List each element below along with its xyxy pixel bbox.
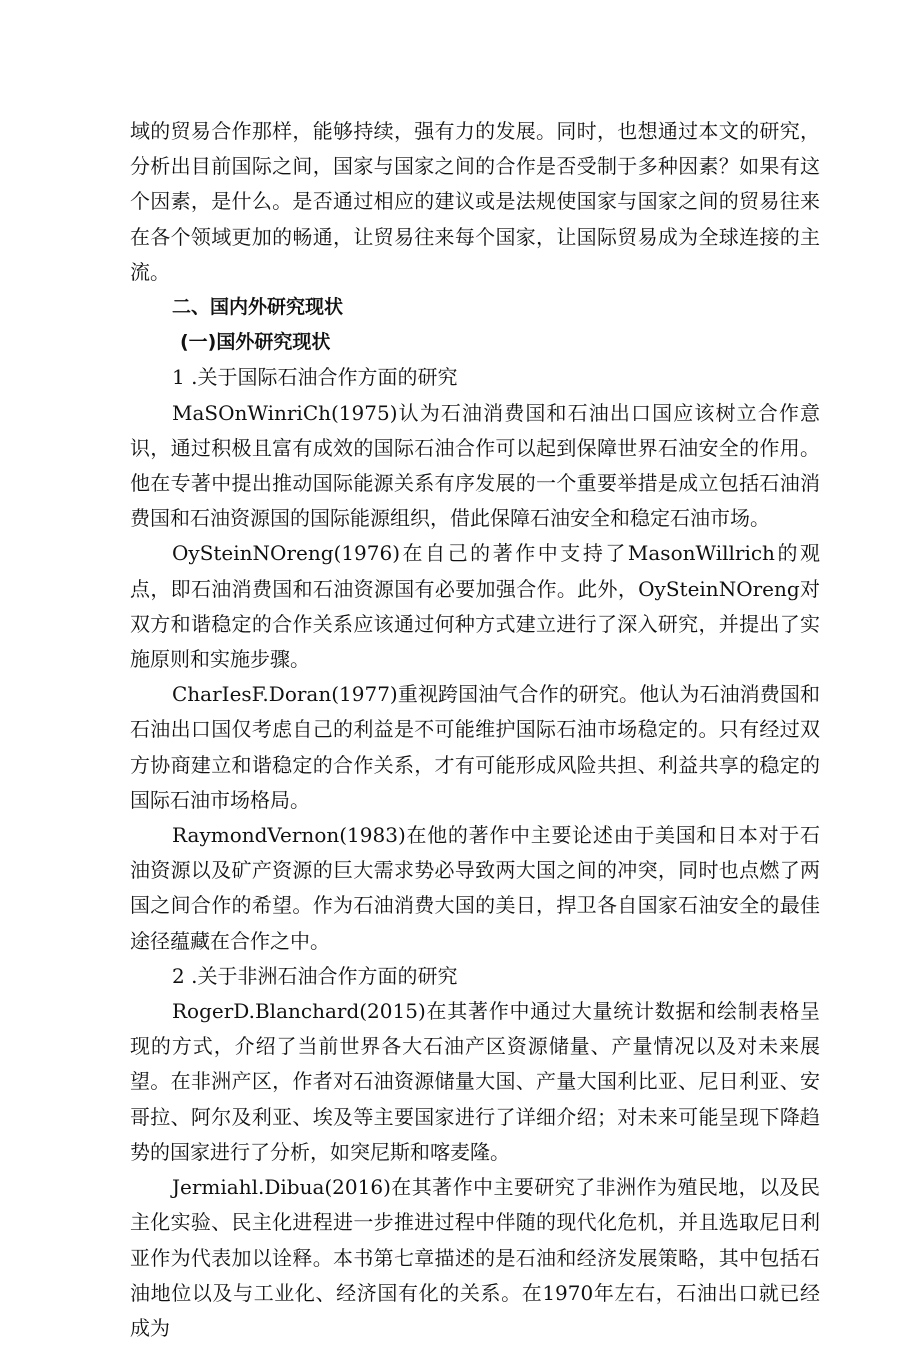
paragraph-blanchard: RogerD.Blanchard(2015)在其著作中通过大量统计数据和绘制表格呈现的方式，介绍了当前世界各大石油产区资源储量、产量情况以及对未来展望。在非洲产区，作者对石油资源储量大国、产量大国利比亚、尼日利亚、安哥拉、阿尔及利亚、埃及等主要国家进行了详细介绍；对未来可能呈现下降趋势的国家进行了分析，如突尼斯和喀麦隆。 (130, 999, 820, 1164)
paragraph-vernon: RaymondVernon(1983)在他的著作中主要论述由于美国和日本对于石油资源以及矿产资源的巨大需求势必导致两大国之间的冲突，同时也点燃了两国之间合作的希望。作为石油消费大国的美日，捍卫各自国家石油安全的最佳途径蕴藏在合作之中。 (130, 823, 820, 953)
item1-title: 1 .关于国际石油合作方面的研究 (172, 365, 458, 390)
item2-title: 2 .关于非洲石油合作方面的研究 (172, 963, 458, 988)
paragraph-willrich: MaSOnWinriCh(1975)认为石油消费国和石油出口国应该树立合作意识，通过积极且富有成效的国际石油合作可以起到保障世界石油安全的作用。他在专著中提出推动国际能源关系有序发展的一个重要举措是成立包括石油消费国和石油资源国的国际能源组织，借此保障石油安全和稳定石油市场。 (130, 400, 820, 531)
subsection-heading: (一)国外研究现状 (180, 331, 331, 354)
section-heading: 二、国内外研究现状 (172, 296, 344, 319)
paragraph-doran: CharIesF.Doran(1977)重视跨国油气合作的研究。他认为石油消费国和石油出口国仅考虑自己的利益是不可能维护国际石油市场稳定的。只有经过双方协商建立和谐稳定的合作关系，才有可能形成风险共担、利益共享的稳定的国际石油市场格局。 (130, 682, 820, 812)
paragraph-noreng: OySteinNOreng(1976)在自己的著作中支持了MasonWillrich的观点，即石油消费国和石油资源国有必要加强合作。此外，OySteinNOreng对双方和谐稳定的合作关系应该通过何种方式建立进行了深入研究，并提出了实施原则和实施步骤。 (130, 541, 820, 672)
paragraph-dibua: Jermiahl.Dibua(2016)在其著作中主要研究了非洲作为殖民地，以及民主化实验、民主化进程进一步推进过程中伴随的现代化危机，并且选取尼日利亚作为代表加以诠释。本书第七章描述的是石油和经济发展策略，其中包括石油地位以及与工业化、经济国有化的关系。在1970年左右，石油出口就已经成为 (130, 1175, 820, 1340)
document-page (130, 114, 820, 1346)
intro-paragraph: 域的贸易合作那样，能够持续，强有力的发展。同时，也想通过本文的研究，分析出目前国际之间，国家与国家之间的合作是否受制于多种因素？如果有这个因素，是什么。是否通过相应的建议或是法规使国家与国家之间的贸易往来在各个领域更加的畅通，让贸易往来每个国家，让国际贸易成为全球连接的主流。 (130, 119, 820, 284)
